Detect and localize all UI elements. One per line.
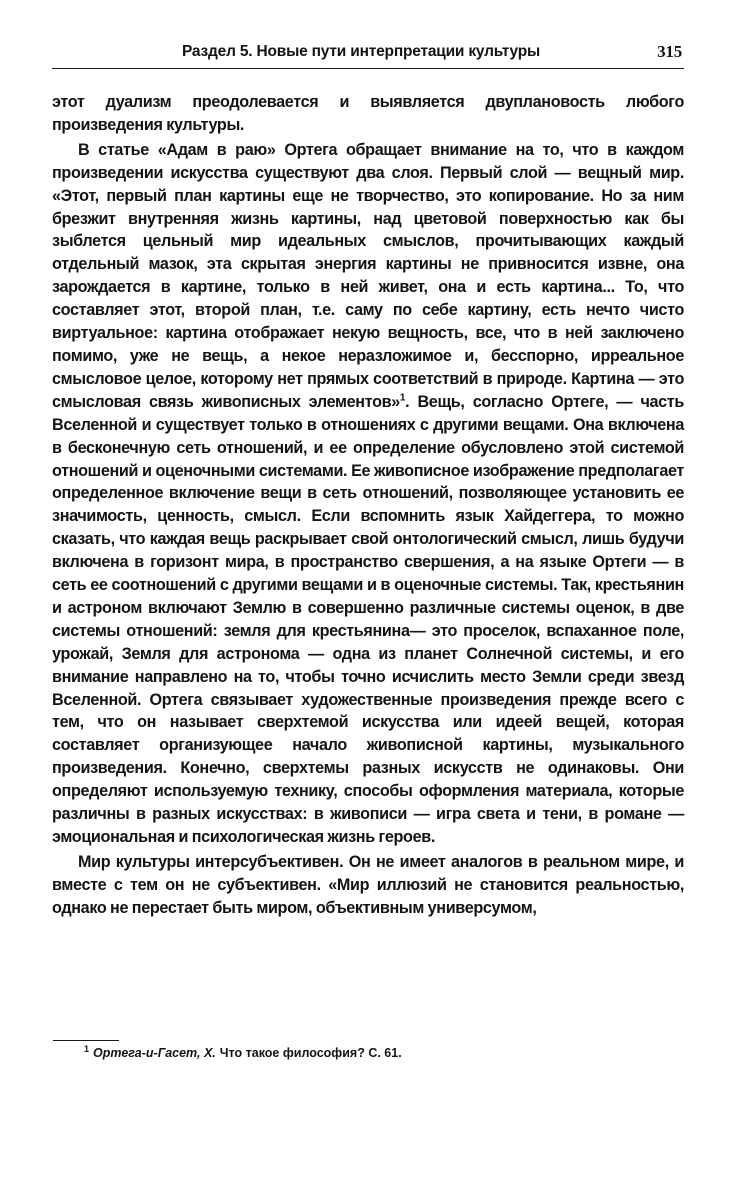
paragraph-text: этот дуализм преодолевается и выявляется двуплановость любого произведения культуры. bbox=[52, 93, 684, 134]
running-head bbox=[52, 38, 684, 69]
book-page bbox=[52, 38, 684, 920]
body-text bbox=[52, 91, 684, 920]
paragraph-text-continued: . bbox=[405, 392, 418, 411]
paragraph-text: Мир культуры интерсубъективен. Он не имеет аналогов в реальном мире, и вместе с тем он не субъективен. «Мир иллюзий не становится реальностью, однако не перестает быть миром, объективным универсумом, bbox=[52, 852, 684, 917]
running-head-title: Раздел 5. Новые пути интерпретации культуры bbox=[182, 43, 541, 60]
paragraph-text: Вещь, согласно Ортеге, — часть Вселенной и существует только в отношениях с другими вещами. Она включена в бесконечную сеть отношений, и ее определение обусловлено этой системой отношений и оценочными системами. Ее живописное изображение предполагает определенное включение вещи в сеть отношений, позволяющее установить ее значимость, ценность, смысл. Если вспомнить язык Хайдеггера, то можно сказать, что каждая вещь раскрывает свой онтологический смысл, лишь будучи включена в горизонт мира, в пространство свершения, а на языке Ортеги — в сеть ее соотношений с другими вещами и в оценочные системы. Так, крестьянин и астроном включают Землю в совершенно различные системы оценок, в две системы отношений: земля для крестьянина— это проселок, вспаханное поле, урожай, Земля для астронома — одна из планет Солнечной системы, и его внимание направлено на то, чтобы точно исчислить место Земли среди звезд Вселенной. Ортега связывает художественные произведения прежде всего с тем, что он называет сверхтемой искусства или идеей вещей, которая составляет организующее начало живописной картины, музыкального произведения. Конечно, сверхтемы разных искусств не одинаковы. Они определяют используемую технику, способы оформления материала, которые различны в разных искусствах: в живописи — игра света и тени, в романе — эмоциональная и психологическая жизнь героев. bbox=[52, 392, 684, 846]
footnote-reference[interactable]: 1 bbox=[399, 392, 406, 404]
page-number: 315 bbox=[657, 42, 682, 61]
footnote-marker: 1 bbox=[84, 1044, 90, 1054]
footnote-source: Что такое философия? С. 61. bbox=[219, 1046, 402, 1061]
footnote-separator bbox=[53, 1040, 119, 1041]
paragraph-intersubjective bbox=[52, 851, 684, 920]
paragraph-continuation bbox=[52, 91, 684, 137]
paragraph-text: В статье «Адам в раю» Ортега обращает внимание на то, что в каждом произведении искусства существуют два слоя. Первый слой — вещный мир. «Этот, первый план картины еще не творчество, это копирование. Но за ним брезжит внутренняя жизнь картины, над цветовой поверхностью как бы зыблется цельный мир идеальных смыслов, прочитывающих каждый отдельный мазок, эта скрытая энергия картины не привносится извне, она зарождается в картине, только в ней живет, она и есть картина... То, что составляет этот, второй план, т.е. саму по себе картину, есть нечто чисто виртуальное: картина отображает некую вещность, все, что в ней заключено помимо, уже не вещь, а некое неразложимое и, бесспорно, ирреальное смысловое целое, которому нет прямых соответствий в природе. Картина — это смысловая связь живописных элементов» bbox=[52, 140, 684, 411]
paragraph-adam-in-paradise bbox=[52, 139, 684, 849]
footnote-author: Ортега-и-Гасет, Х. bbox=[93, 1046, 216, 1061]
footnote bbox=[84, 1044, 402, 1060]
